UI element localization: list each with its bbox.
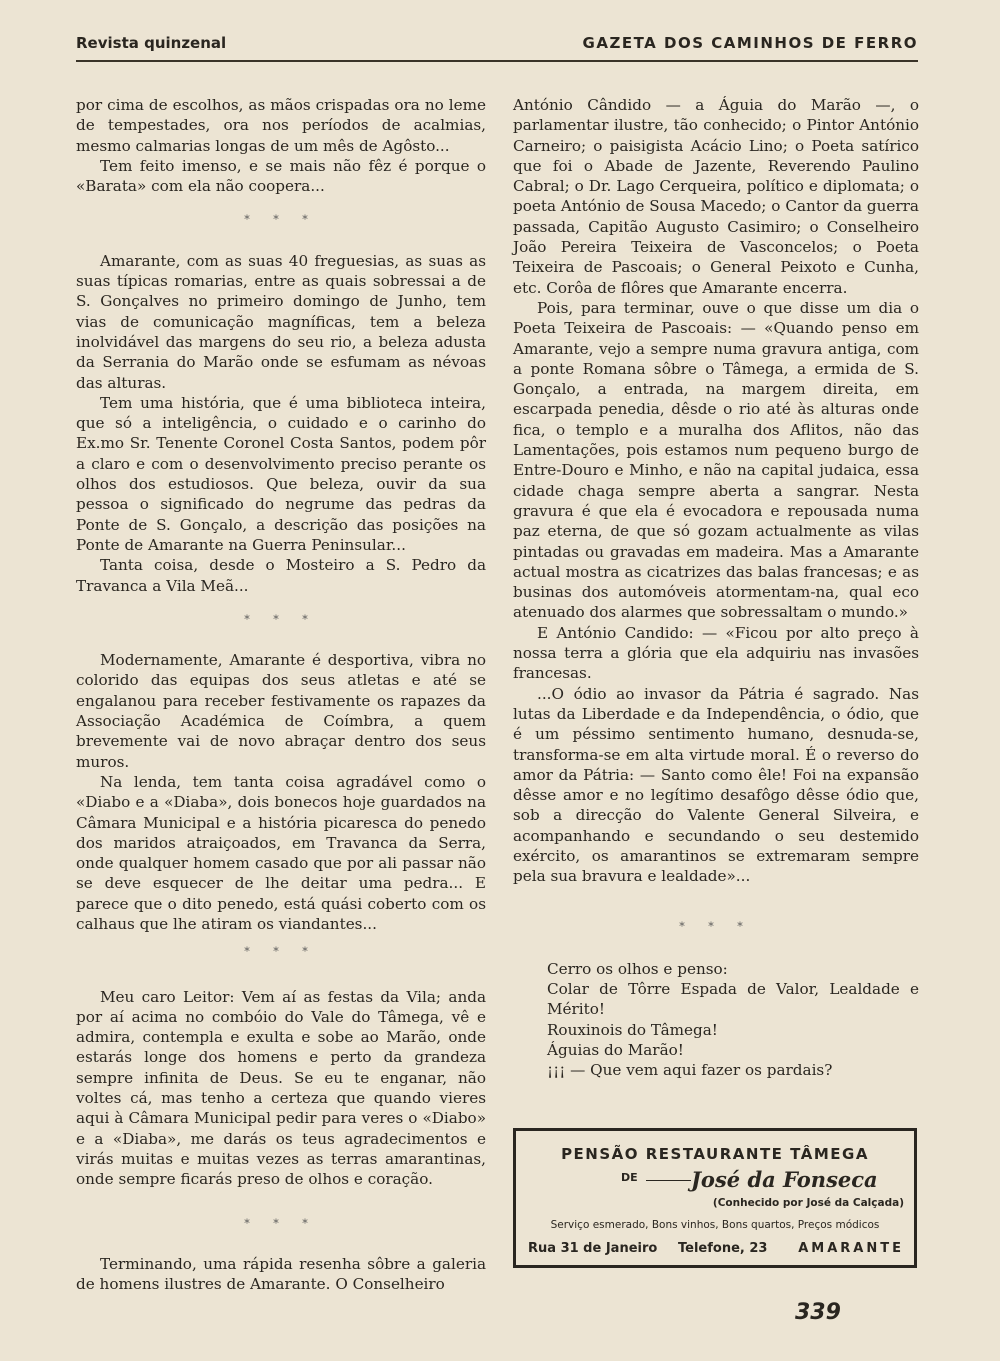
ad-town: AMARANTE <box>798 1241 904 1256</box>
running-header <box>76 34 918 58</box>
ad-phone: Telefone, 23 <box>678 1241 768 1256</box>
paragraph: Meu caro Leitor: Vem aí as festas da Vila; anda por aí acima no combóio do Vale do Tâmega, vê e admira, contempla e exulta e sobe ao Marão, onde estarás longe dos homens e perto da grandeza sempre infinita de Deus. Se eu te enganar, não voltes cá, mas tenho a certeza que quando vieres aqui à Câmara Municipal pedir para veres o «Diabo» e a «Diaba», me darás os teus agradecimentos e virás muitas e muitas vezes as terras amarantinas, onde sempre ficarás preso de olhos e coração. <box>76 987 486 1189</box>
page-number: 339 <box>795 1300 841 1325</box>
verse-line: Colar de Tôrre Espada de Valor, Lealdade e Mérito! <box>547 980 919 1019</box>
paragraph: Terminando, uma rápida resenha sôbre a galeria de homens ilustres de Amarante. O Conselheiro <box>76 1254 486 1294</box>
section-separator: * * * <box>244 213 318 227</box>
paragraph: Amarante, com as suas 40 freguesias, as suas as suas típicas romarias, entre as quais sobressai a de S. Gonçalves no primeiro domingo de Junho, tem vias de comunicação magníficas, tem a beleza inolvidável das margens do seu rio, a beleza adusta da Serrania do Marão onde se esfumam as névoas das alturas. <box>76 251 486 392</box>
ad-street: Rua 31 de Janeiro <box>528 1241 658 1256</box>
section-separator: * * * <box>244 612 318 626</box>
paragraph: Tanta coisa, desde o Mosteiro a S. Pedro da Travanca a Vila Meã... <box>76 556 486 595</box>
ad-title: PENSÃO RESTAURANTE TÂMEGA <box>561 1145 869 1163</box>
paragraph: Pois, para terminar, ouve o que disse um dia o Poeta Teixeira de Pascoais: — «Quando penso em Amarante, vejo a sempre numa gravura antiga, com a ponte Romana sôbre o Tâmega, a ermida de S. Gonçalo, a entrada, na margem direita, em escarpada penedia, dêsde o rio até às alturas onde fica, o templo e a muralha dos Aflitos, não das Lamentações, pois estamos num pequeno burgo de Entre-Douro e Minho, e não na capital judaica, essa cidade chaga sempre aberta a sangrar. Nesta gravura é que ela é evocadora e repousada numa paz eterna, de que só gozam actualmente as vilas pintadas ou gravadas em madeira. Mas a Amarante actual mostra as cicatrizes das balas francesas; e as businas dos automóveis atormentam-na, qual eco atenuado dos alarmes que sobressaltam o mundo.» <box>513 298 919 622</box>
section-separator: * * * <box>679 919 753 933</box>
paragraph: António Cândido — a Águia do Marão —, o parlamentar ilustre, tão conhecido; o Pintor António Carneiro; o paisigista Acácio Lino; o Poeta satírico que foi o Abade de Jazente, Reverendo Paulino Cabral; o Dr. Lago Cerqueira, político e diplomata; o poeta António de Sousa Macedo; o Cantor da guerra passada, Capitão Augusto Casimiro; o Conselheiro João Pereira Teixeira de Vasconcelos; o Poeta Teixeira de Pascoais; o General Peixoto e Cunha, etc. Corôa de flôres que Amarante encerra. <box>513 96 919 297</box>
header-rule <box>76 60 918 62</box>
ad-owner-name: José da Fonseca <box>691 1167 878 1192</box>
right-column <box>513 95 919 1081</box>
paragraph: por cima de escolhos, as mãos crispadas ora no leme de tempestades, ora nos períodos de acalmias, mesmo calmarias longas de um mês de Agôsto... <box>76 96 486 155</box>
verse-line: Águias do Marão! <box>547 1041 684 1060</box>
header-right: GAZETA DOS CAMINHOS DE FERRO <box>582 34 918 52</box>
paragraph: Na lenda, tem tanta coisa agradável como o «Diabo e a «Diaba», dois bonecos hoje guardados na Câmara Municipal e a história picaresca do penedo dos maridos atraiçoados, em Travanca da Serra, onde qualquer homem casado que por ali passar não se deve esquecer de lhe deitar uma pedra... E parece que o dito penedo, está quási coberto com os calhaus que lhe atiram os viandantes... <box>76 772 486 933</box>
closing-verse <box>547 959 919 1081</box>
advertisement-box <box>513 1128 917 1268</box>
paragraph: Modernamente, Amarante é desportiva, vibra no colorido das equipas dos seus atletas e até se engalanou para receber festivamente os rapazes da Associação Académica de Coímbra, a quem brevemente vai de novo abraçar dentro dos seus muros. <box>76 651 486 771</box>
header-left: Revista quinzenal <box>76 34 227 52</box>
paragraph: Tem uma história, que é uma biblioteca inteira, que só a inteligência, o cuidado e o carinho do Ex.mo Sr. Tenente Coronel Costa Santos, podem pôr a claro e com o desenvolvimento preciso perante os olhos dos estudiosos. Que beleza, ouvir da sua pessoa o significado do negrume das pedras da Ponte de S. Gonçalo, a descrição das posições na Ponte de Amarante na Guerra Peninsular... <box>76 393 486 554</box>
ad-divider <box>646 1180 691 1181</box>
paragraph: E António Candido: — «Ficou por alto preço à nossa terra a glória que ela adquiriu nas invasões francesas. <box>513 623 919 683</box>
ad-services: Serviço esmerado, Bons vinhos, Bons quartos, Preços módicos <box>550 1219 880 1231</box>
section-separator: * * * <box>244 1216 318 1230</box>
left-column <box>76 95 486 1294</box>
section-separator: * * * <box>244 945 318 959</box>
verse-line: ¡¡¡ — Que vem aqui fazer os pardais? <box>547 1061 833 1080</box>
verse-line: Rouxinois do Tâmega! <box>547 1020 718 1039</box>
ad-de: DE <box>621 1171 638 1184</box>
paragraph: Tem feito imenso, e se mais não fêz é porque o «Barata» com ela não coopera... <box>76 156 486 196</box>
verse-line: Cerro os olhos e penso: <box>547 959 728 978</box>
ad-known-as: (Conhecido por José da Calçada) <box>712 1197 904 1209</box>
paragraph: ...O ódio ao invasor da Pátria é sagrado. Nas lutas da Liberdade e da Independência, o ódio, que é um péssimo sentimento humano, desnuda-se, transforma-se em alta virtude moral. É o reverso do amor da Pátria: — Santo como êle! Foi na expansão dêsse amor e no legítimo desafôgo dêsse ódio que, sob a direcção do Valente General Silveira, e acompanhando e secundando o seu destemido exército, os amarantinos se extremaram sempre pela sua bravura e lealdade»... <box>513 684 919 886</box>
